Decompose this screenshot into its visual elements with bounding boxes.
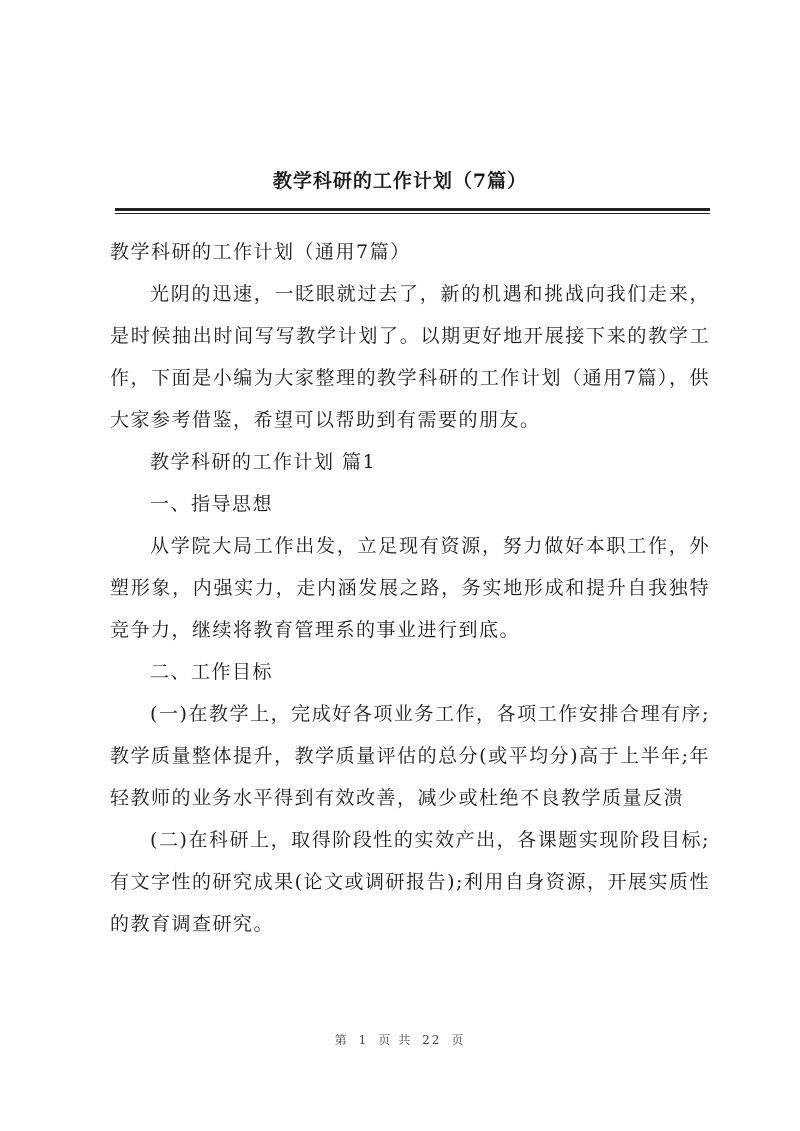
paragraph-research-goals: (二)在科研上，取得阶段性的实效产出，各课题实现阶段目标;有文字性的研究成果(论文或调研报告);利用自身资源，开展实质性的教育调查研究。: [110, 829, 710, 935]
document-title: 教学科研的工作计划（7篇）: [272, 170, 528, 192]
paragraph-teaching-goals: (一)在教学上，完成好各项业务工作，各项工作安排合理有序;教学质量整体提升，教学质量评估的总分(或平均分)高于上半年;年轻教师的业务水平得到有效改善，减少或杜绝不良教学质量反溃: [110, 703, 710, 809]
page-footer: [0, 1031, 800, 1048]
title-divider-thick: [115, 208, 710, 211]
document-subtitle: 教学科研的工作计划（通用7篇）: [110, 241, 411, 263]
heading-work-goals: 二、工作目标: [150, 661, 274, 683]
footer-total-pages: 22: [422, 1033, 442, 1047]
footer-current-page: 1: [358, 1033, 369, 1047]
heading-guiding-ideology: 一、指导思想: [150, 493, 274, 515]
footer-label-end: 页: [451, 1033, 466, 1047]
paragraph-guiding-ideology: 从学院大局工作出发，立足现有资源，努力做好本职工作，外塑形象，内强实力，走内涵发展之路，务实地形成和提升自我独特竞争力，继续将教育管理系的事业进行到底。: [110, 535, 710, 641]
section-heading-plan-1: 教学科研的工作计划 篇1: [150, 451, 377, 473]
title-divider-thin: [115, 213, 710, 214]
footer-label-page: 第: [334, 1033, 349, 1047]
intro-paragraph: 光阴的迅速，一眨眼就过去了，新的机遇和挑战向我们走来，是时候抽出时间写写教学计划了。以期更好地开展接下来的教学工作，下面是小编为大家整理的教学科研的工作计划（通用7篇），供大家参考借鉴，希望可以帮助到有需要的朋友。: [110, 283, 710, 431]
document-body: [110, 231, 710, 945]
footer-label-total: 页 共: [378, 1033, 413, 1047]
